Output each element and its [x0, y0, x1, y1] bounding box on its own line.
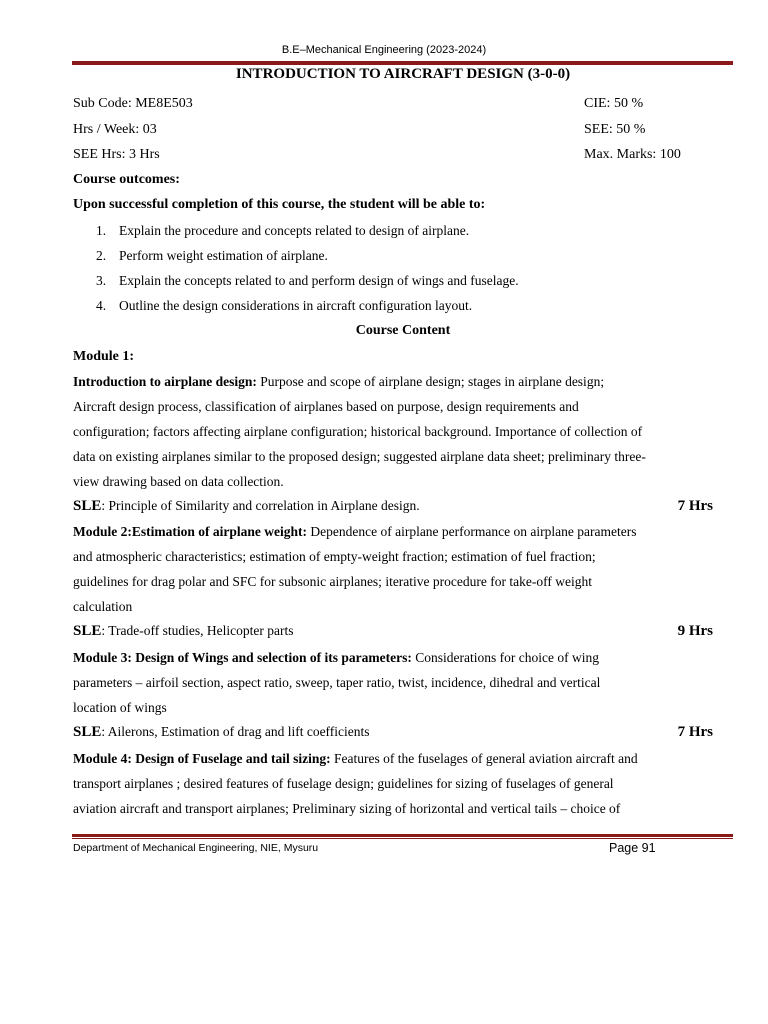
course-content-heading: Course Content — [355, 323, 451, 338]
sle-label: SLE — [73, 498, 102, 514]
outcome-text: Explain the concepts related to and perform design of wings and fuselage. — [119, 273, 519, 288]
module-4-body — [73, 746, 731, 821]
module-1-lead: Introduction to airplane design: — [73, 374, 257, 389]
sle-text: : Principle of Similarity and correlation in Airplane design. — [101, 498, 420, 513]
module-4-line: aviation aircraft and transport airplanes; Preliminary sizing of horizontal and vertical tails – choice of — [73, 801, 621, 816]
module-2-body — [73, 519, 731, 619]
module-4-line: Features of the fuselages of general aviation aircraft and — [330, 751, 638, 766]
module-3-line: Considerations for choice of wing — [411, 650, 599, 665]
module-3-body — [73, 645, 731, 720]
module-1-line: Aircraft design process, classification of airplanes based on purpose, design requirements and — [73, 399, 579, 414]
page-number: Page 91 — [609, 841, 656, 855]
see-weight: SEE: 50 % — [584, 122, 646, 137]
footer-department: Department of Mechanical Engineering, NIE, Mysuru — [73, 842, 319, 854]
module-1-line: configuration; factors affecting airplane configuration; historical background. Importance of collection of — [73, 424, 643, 439]
course-title: INTRODUCTION TO AIRCRAFT DESIGN (3-0-0) — [235, 66, 571, 82]
module-3-lead: Module 3: Design of Wings and selection of its parameters: — [73, 650, 412, 665]
module-1-body — [73, 369, 731, 494]
cie-weight: CIE: 50 % — [584, 96, 644, 111]
module-3-line: parameters – airfoil section, aspect ratio, sweep, taper ratio, twist, incidence, dihedral and vertical — [73, 675, 601, 690]
sub-code: Sub Code: ME8E503 — [73, 96, 193, 111]
outcome-text: Outline the design considerations in aircraft configuration layout. — [119, 298, 473, 313]
module-2-lead: Module 2:Estimation of airplane weight: — [73, 524, 307, 539]
module-2-line: Dependence of airplane performance on airplane parameters — [307, 524, 637, 539]
module-1-sle — [73, 498, 713, 515]
outcome-item — [96, 248, 328, 264]
outcome-number: 4. — [96, 298, 107, 313]
module-3-sle — [73, 724, 713, 741]
module-1-heading: Module 1: — [73, 349, 135, 364]
outcome-number: 1. — [96, 223, 107, 238]
outcomes-heading: Course outcomes: — [73, 172, 180, 187]
sle-text: : Ailerons, Estimation of drag and lift coefficients — [101, 724, 370, 739]
module-4-line: transport airplanes ; desired features of fuselage design; guidelines for sizing of fuselages of general — [73, 776, 614, 791]
outcome-number: 3. — [96, 273, 107, 288]
running-header: B.E–Mechanical Engineering (2023-2024) — [281, 44, 487, 56]
outcome-text: Perform weight estimation of airplane. — [119, 248, 328, 263]
header-rule — [72, 60, 733, 65]
sle-label: SLE — [73, 724, 102, 740]
footer-rule — [72, 834, 733, 839]
outcomes-intro: Upon successful completion of this course, the student will be able to: — [73, 197, 486, 212]
see-hours: SEE Hrs: 3 Hrs — [73, 147, 160, 162]
module-2-line: and atmospheric characteristics; estimation of empty-weight fraction; estimation of fuel fraction; — [73, 549, 596, 564]
module-2-line: calculation — [73, 599, 133, 614]
module-2-line: guidelines for drag polar and SFC for subsonic airplanes; iterative procedure for take-off weight — [73, 574, 592, 589]
module-3-hours: 7 Hrs — [677, 724, 713, 740]
module-1-line: data on existing airplanes similar to the proposed design; suggested airplane data sheet; preliminary three- — [73, 449, 646, 464]
outcome-item — [96, 298, 472, 314]
outcome-number: 2. — [96, 248, 107, 263]
outcome-item — [96, 223, 469, 239]
module-1-hours: 7 Hrs — [677, 498, 713, 514]
module-1-line: Purpose and scope of airplane design; stages in airplane design; — [256, 374, 605, 389]
max-marks: Max. Marks: 100 — [584, 147, 681, 162]
module-4-lead: Module 4: Design of Fuselage and tail sizing: — [73, 751, 331, 766]
sle-label: SLE — [73, 623, 102, 639]
outcome-text: Explain the procedure and concepts related to design of airplane. — [119, 223, 470, 238]
module-1-line: view drawing based on data collection. — [73, 474, 284, 489]
module-2-hours: 9 Hrs — [677, 623, 713, 639]
hours-per-week: Hrs / Week: 03 — [73, 122, 157, 137]
sle-text: : Trade-off studies, Helicopter parts — [101, 623, 294, 638]
outcome-item — [96, 273, 519, 289]
module-3-line: location of wings — [73, 700, 167, 715]
module-2-sle — [73, 623, 713, 640]
